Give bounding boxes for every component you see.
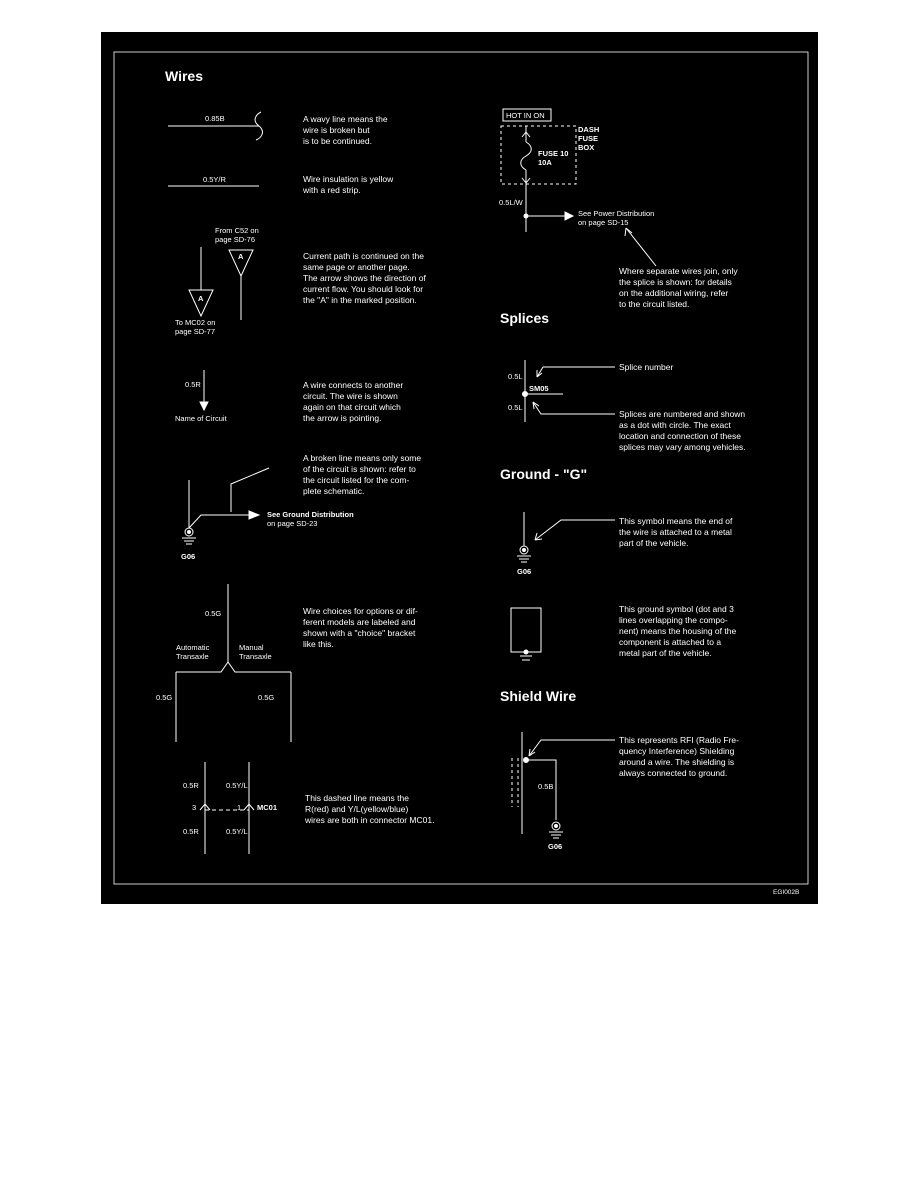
connect-desc-line: circuit. The wire is shown — [303, 391, 398, 401]
ground2-desc-line: metal part of the vehicle. — [619, 648, 712, 658]
ground-desc-line: the wire is attached to a metal — [619, 527, 732, 537]
connector-label-top-right: 0.5Y/L — [226, 781, 248, 790]
wavy-desc-line: is to be continued. — [303, 136, 372, 146]
fuse-desc-line: to the circuit listed. — [619, 299, 690, 309]
fuse-icon — [521, 142, 532, 170]
choice-desc-line: ferent models are labeled and — [303, 617, 416, 627]
current-desc-line: same page or another page. — [303, 262, 410, 272]
from-label-line: page SD-76 — [215, 235, 256, 244]
splice-desc-line: as a dot with circle. The exact — [619, 420, 731, 430]
shield-wire-label: 0.5B — [538, 782, 554, 791]
connector-label-bottom-right: 0.5Y/L — [226, 827, 248, 836]
broken-branch — [189, 515, 249, 528]
choice-label-top: 0.5G — [205, 609, 222, 618]
shield-desc-line: around a wire. The shielding is — [619, 757, 735, 767]
current-desc-line: the "A" in the marked position. — [303, 295, 417, 305]
pointer-line-fuse — [626, 228, 656, 266]
splice-desc-line: splices may vary among vehicles. — [619, 442, 746, 452]
insulation-desc-line: Wire insulation is yellow — [303, 174, 394, 184]
wavy-desc — [303, 114, 388, 147]
auto-line: Transaxle — [176, 652, 209, 661]
splice-desc-line: location and connection of these — [619, 431, 741, 441]
ground2-desc-line: nent) means the housing of the — [619, 626, 737, 636]
power-arrow-icon — [565, 212, 573, 220]
ground2-desc-line: This ground symbol (dot and 3 — [619, 604, 734, 614]
pointer-line-splice-number — [537, 367, 615, 377]
pointer-line-ground — [535, 520, 615, 540]
fuse-label — [538, 149, 568, 167]
box-name-line: BOX — [578, 143, 595, 152]
dash-fuse-box-label — [578, 125, 599, 152]
manual-line: Manual — [239, 643, 264, 652]
component-box — [511, 608, 541, 652]
choice-bracket — [176, 662, 291, 672]
fuse-box-desc — [619, 266, 738, 310]
ground2-desc-line: lines overlapping the compo- — [619, 615, 728, 625]
marker-a-from: A — [238, 252, 244, 261]
ground-desc-2 — [619, 604, 736, 659]
ground-ref-line: on page SD-23 — [267, 519, 318, 528]
splice-number-desc: Splice number — [619, 362, 674, 372]
wire-label-05yr: 0.5Y/R — [203, 175, 226, 184]
figure-code: EGI002B — [773, 889, 800, 896]
splice-name: SM05 — [529, 384, 549, 393]
choice-desc-line: Wire choices for options or dif- — [303, 606, 418, 616]
connector-pin-left: 3 — [192, 803, 197, 812]
splice-desc-line: Splices are numbered and shown — [619, 409, 746, 419]
broken-desc-line: plete schematic. — [303, 486, 365, 496]
auto-line: Automatic — [176, 643, 210, 652]
connector-label-top-left: 0.5R — [183, 781, 199, 790]
choice-desc — [303, 606, 418, 650]
broken-desc — [303, 453, 421, 497]
ground-desc-1 — [619, 516, 732, 549]
marker-a-to: A — [198, 294, 204, 303]
fuse-desc-line: on the additional wiring, refer — [619, 288, 729, 298]
name-of-circuit-label: Name of Circuit — [175, 414, 227, 422]
power-ref-line: See Power Distribution — [578, 209, 655, 218]
from-label-line: From C52 on — [215, 226, 259, 235]
shield-desc — [619, 735, 739, 779]
splice-desc — [619, 409, 746, 453]
broken-desc-line: A broken line means only some — [303, 453, 422, 463]
automatic-transaxle-label — [176, 643, 209, 661]
splice-label-bottom: 0.5L — [508, 403, 523, 412]
ground-distribution-ref — [267, 510, 354, 528]
choice-label-left: 0.5G — [156, 693, 173, 702]
insulation-desc — [303, 174, 393, 196]
connect-wire-label: 0.5R — [185, 380, 201, 389]
ground-label-middle: G06 — [517, 567, 532, 576]
pointer-line-shield — [529, 740, 615, 756]
box-name-line: FUSE — [578, 134, 599, 143]
wavy-desc-line: wire is broken but — [303, 125, 370, 135]
ground2-desc-line: component is attached to a — [619, 637, 722, 647]
choice-desc-line: like this. — [303, 639, 334, 649]
splice-label-top: 0.5L — [508, 372, 523, 381]
to-label-line: page SD-77 — [175, 327, 216, 336]
fuse-line: 10A — [538, 158, 552, 167]
insulation-desc-line: with a red strip. — [303, 185, 361, 195]
to-mc02-label — [175, 318, 215, 336]
wire-label-085b: 0.85B — [205, 114, 225, 123]
connect-desc — [303, 380, 403, 423]
ground-ref-line: See Ground Distribution — [267, 510, 354, 519]
broken-desc-line: the circuit listed for the com- — [303, 475, 410, 485]
connector-label-bottom-left: 0.5R — [183, 827, 199, 836]
current-desc-line: The arrow shows the direction of — [303, 273, 426, 283]
power-distribution-ref — [578, 209, 654, 227]
choice-label-right: 0.5G — [258, 693, 275, 702]
ref-arrow-icon — [249, 511, 259, 519]
shield-desc-line: quency Interference) Shielding — [619, 746, 735, 756]
from-c52-label — [215, 226, 259, 244]
pointer-line-splice-dot — [533, 402, 615, 414]
fuse-line: FUSE 10 — [538, 149, 569, 158]
manual-transaxle-label — [239, 643, 272, 661]
connector-desc-line: R(red) and Y/L(yellow/blue) — [305, 804, 409, 814]
choice-desc-line: shown with a "choice" bracket — [303, 628, 416, 638]
connector-desc-line: wires are both in connector MC01. — [305, 815, 435, 825]
fuse-wire-label: 0.5L/W — [499, 198, 523, 207]
current-desc-line: Current path is continued on the — [303, 251, 424, 261]
heading-shield: Shield Wire — [500, 688, 577, 704]
legend-panel — [101, 32, 818, 904]
connector-desc — [305, 793, 434, 826]
heading-wires: Wires — [165, 68, 204, 84]
broken-desc-line: of the circuit is shown: refer to — [303, 464, 416, 474]
connect-desc-line: A wire connects to another — [303, 380, 404, 390]
connect-desc-line: the arrow is pointing. — [303, 413, 382, 423]
connector-name: MC01 — [257, 803, 278, 812]
fuse-desc-line: the splice is shown: for details — [619, 277, 732, 287]
shield-desc-line: This represents RFI (Radio Fre- — [619, 735, 739, 745]
connect-desc-line: again on that circuit which — [303, 402, 401, 412]
hot-in-on-label: HOT IN ON — [506, 111, 545, 120]
pointer-line-broken — [231, 468, 269, 512]
power-ref-line: on page SD-15 — [578, 218, 629, 227]
shield-desc-line: always connected to ground. — [619, 768, 728, 778]
box-name-line: DASH — [578, 125, 600, 134]
connector-desc-line: This dashed line means the — [305, 793, 409, 803]
fuse-desc-line: Where separate wires join, only — [619, 266, 738, 276]
ground-label-left: G06 — [181, 552, 196, 561]
manual-line: Transaxle — [239, 652, 272, 661]
ground-desc-line: part of the vehicle. — [619, 538, 689, 548]
ground-desc-line: This symbol means the end of — [619, 516, 733, 526]
ground-label-shield: G06 — [548, 842, 563, 851]
current-desc-line: current flow. You should look for — [303, 284, 424, 294]
heading-splices: Splices — [500, 310, 550, 326]
connector-pin-right: 1 — [237, 803, 242, 812]
current-path-desc — [303, 251, 426, 306]
connect-arrow-icon — [200, 402, 208, 410]
to-label-line: To MC02 on — [175, 318, 216, 327]
wavy-desc-line: A wavy line means the — [303, 114, 388, 124]
heading-ground: Ground - "G" — [500, 466, 588, 482]
